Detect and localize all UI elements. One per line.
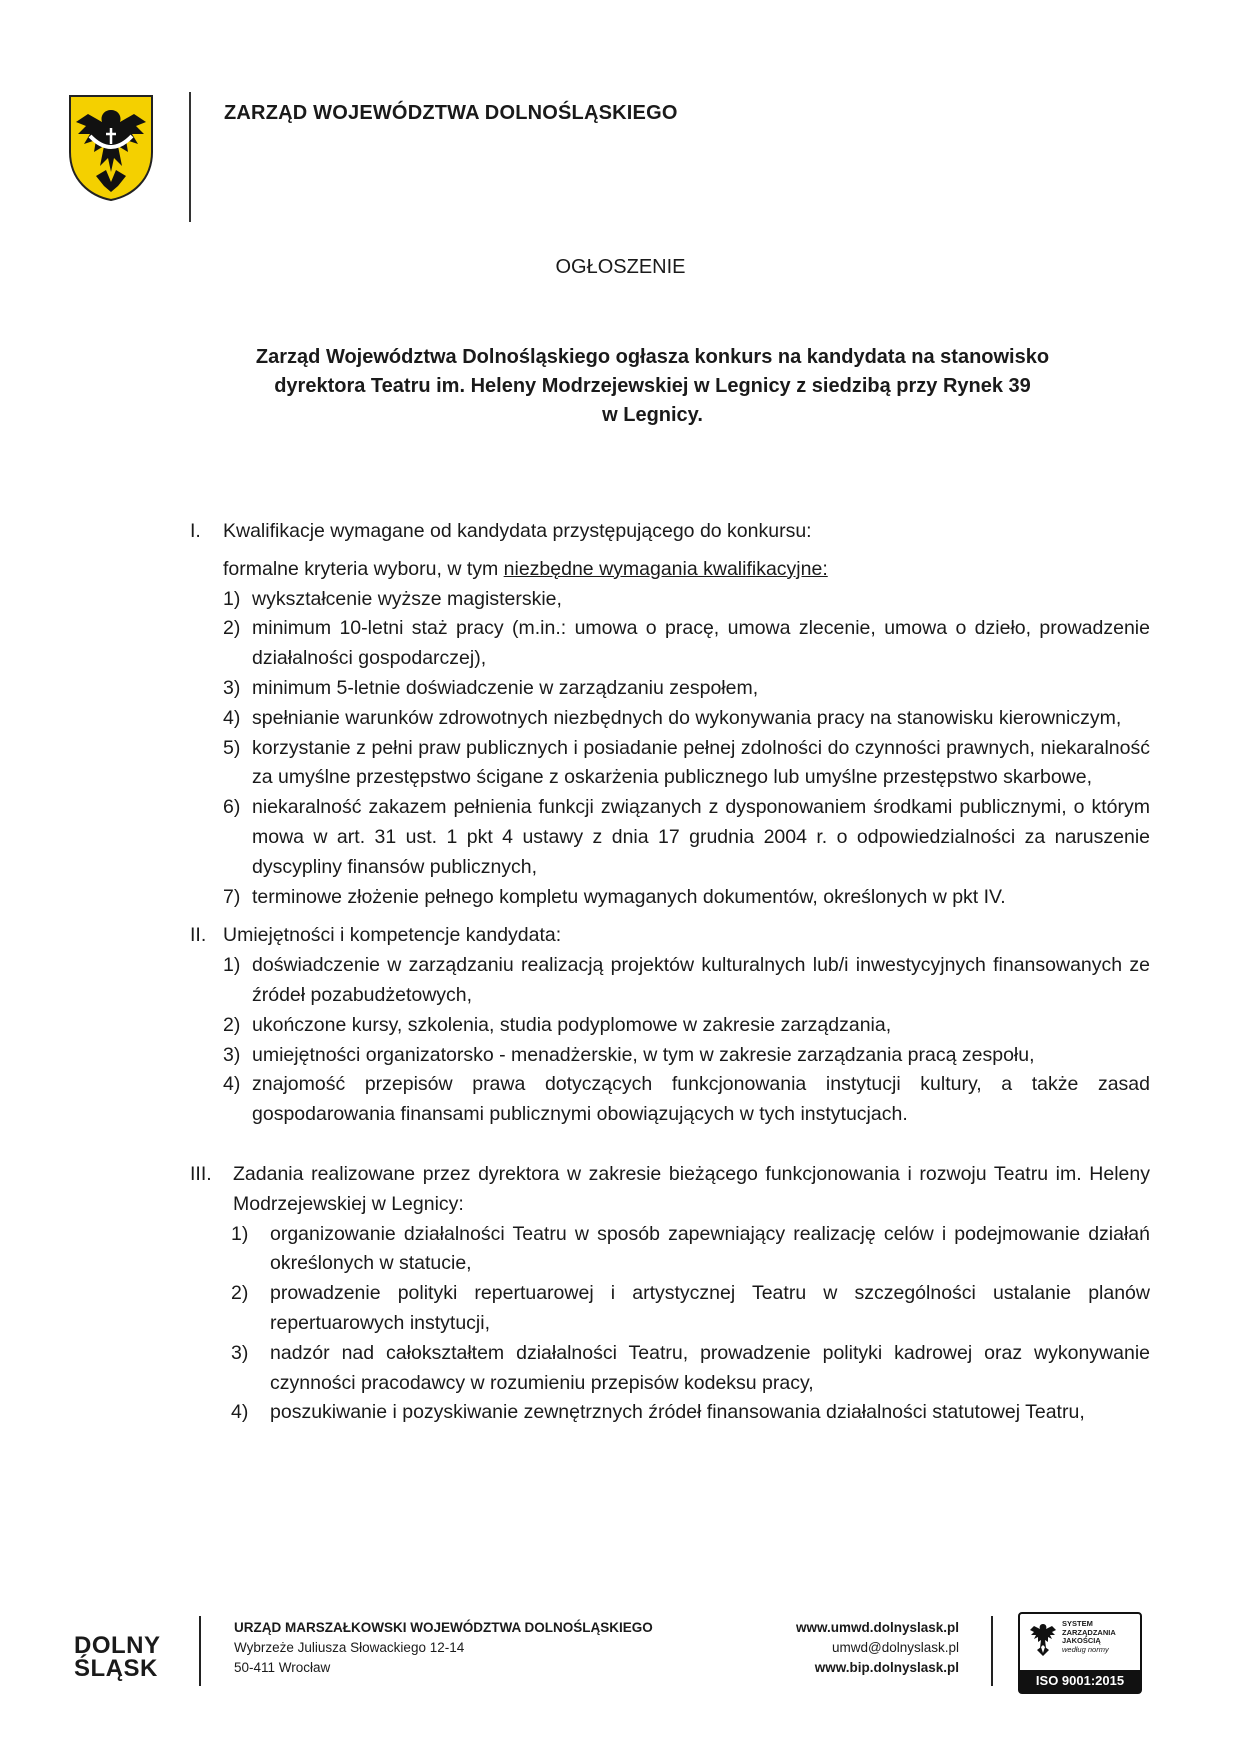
announcement-heading: OGŁOSZENIE [555,256,686,278]
list-item [231,1398,1150,1428]
subject-line: dyrektora Teatru im. Heleny Modrzejewskiej w Legnicy z siedzibą przy Rynek 39 [274,375,1031,397]
item-text: nadzór nad całokształtem działalności Teatru, prowadzenie polityki kadrowej oraz wykonywanie czynności pracodawcy w rozumieniu przepisów kodeksu pracy, [270,1341,1150,1394]
section-competences [190,921,1150,1130]
list-item [231,1339,1150,1399]
office-street: Wybrzeże Juliusza Słowackiego 12-14 [234,1640,465,1655]
item-text: prowadzenie polityki repertuarowej i artystycznej Teatru w szczególności ustalanie planów repertuarowych instytucji, [270,1282,1150,1334]
iso-label-line: ZARZĄDZANIA [1062,1627,1116,1637]
item-text: niekaralność zakazem pełnienia funkcji związanych z dysponowaniem środkami publicznymi, o którym mowa w art. 31 ust. 1 pkt 4 ustawy z dnia 17 grudnia 2004 r. o odpowiedzialności za naruszenie dyscypliny finansów publicznych, [252,796,1150,878]
list-item [223,614,1150,674]
item-number: 3) [223,676,241,699]
item-number: 1) [223,954,241,977]
item-number: 2) [223,617,241,640]
section-title: Kwalifikacje wymagane od kandydata przystępującego do konkursu: [223,520,812,542]
item-text: minimum 10-letni staż pracy (m.in.: umowa o pracę, umowa zlecenie, umowa o dzieło, prowadzenie działalności gospodarczej), [252,617,1150,670]
item-text: spełnianie warunków zdrowotnych niezbędnych do wykonywania pracy na stanowisku kierowniczym, [252,706,1122,729]
item-number: 4) [231,1401,249,1424]
section-title: Umiejętności i kompetencje kandydata: [223,924,562,947]
item-number: 7) [223,885,241,908]
iso-label-line: JAKOŚCIĄ [1062,1636,1101,1645]
item-text: minimum 5-letnie doświadczenie w zarządzaniu zespołem, [252,676,759,699]
item-number: 1) [231,1222,249,1245]
list-item [223,734,1150,794]
footer-divider [199,1616,201,1686]
coat-of-arms-icon [66,92,156,202]
subject-line: w Legnicy. [602,404,703,426]
item-text: ukończone kursy, szkolenia, studia podyplomowe w zakresie zarządzania, [252,1013,892,1036]
page-title: ZARZĄD WOJEWÓDZTWA DOLNOŚLĄSKIEGO [224,102,678,124]
iso-standard: ISO 9001:2015 [1020,1670,1140,1692]
item-text: znajomość przepisów prawa dotyczących funkcjonowania instytucji kultury, a także zasad gospodarowania finansami publicznymi obowiązujących w tych instytucjach. [252,1073,1150,1126]
item-number: 1) [223,587,241,610]
subject-line: Zarząd Województwa Dolnośląskiego ogłasza konkurs na kandydata na stanowisko [255,346,1050,368]
lead-underlined-text: niezbędne wymagania kwalifikacyjne: [503,557,828,580]
item-text: poszukiwanie i pozyskiwanie zewnętrznych źródeł finansowania działalności statutowej Teatru, [270,1401,1085,1424]
list-item [223,704,1150,734]
iso-label [1062,1620,1116,1654]
item-number: 4) [223,1073,241,1096]
lead-text: formalne kryteria wyboru, w tym [223,557,504,580]
website-link[interactable]: www.umwd.dolnyslask.pl [795,1620,959,1635]
competences-list [223,951,1150,1130]
iso-label-line: SYSTEM [1062,1619,1093,1628]
document-body [190,517,1150,1428]
item-number: 2) [223,1013,241,1036]
list-item [223,1011,1150,1041]
item-number: 4) [223,706,241,729]
list-item [223,674,1150,704]
section-lead [223,555,1150,585]
contact-links [796,1618,959,1678]
page-footer [0,1600,1241,1710]
list-item [231,1279,1150,1339]
item-number: 3) [223,1043,241,1066]
item-text: wykształcenie wyższe magisterskie, [252,587,562,610]
eagle-icon [1028,1620,1058,1658]
list-item [223,951,1150,1011]
section-number: II. [190,924,207,947]
section-title: Zadania realizowane przez dyrektora w zakresie bieżącego funkcjonowania i rozwoju Teatru im. Heleny Modrzejewskiej w Legnicy: [233,1162,1150,1215]
iso-label-line: według normy [1062,1644,1109,1654]
list-item [223,1041,1150,1071]
item-text: organizowanie działalności Teatru w sposób zapewniający realizację celów i podejmowanie działań określonych w statucie, [270,1222,1150,1275]
section-number: III. [190,1162,212,1185]
item-number: 5) [223,736,241,759]
item-number: 3) [231,1341,249,1364]
dolny-slask-logo [74,1634,161,1680]
footer-divider [991,1616,993,1686]
section-number: I. [190,520,201,542]
item-text: korzystanie z pełni praw publicznych i posiadanie pełnej zdolności do czynności prawnych, niekaralność za umyślne przestępstwo ścigane z oskarżenia publicznego lub umyślne przestępstwo skarbowe, [252,736,1150,789]
announcement-subject [200,343,1105,430]
tasks-list [223,1220,1150,1429]
office-city: 50-411 Wrocław [234,1660,331,1675]
email-link[interactable]: umwd@dolnyslask.pl [831,1640,959,1655]
item-text: terminowe złożenie pełnego kompletu wymaganych dokumentów, określonych w pkt IV. [252,885,1006,908]
section-tasks [190,1160,1150,1428]
item-number: 2) [231,1282,249,1305]
list-item [223,883,1150,913]
qualifications-list [223,585,1150,913]
office-name: URZĄD MARSZAŁKOWSKI WOJEWÓDZTWA DOLNOŚLĄSKIEGO [234,1620,653,1635]
bip-link[interactable]: www.bip.dolnyslask.pl [814,1660,959,1675]
item-number: 6) [223,796,241,819]
section-qualifications [190,517,1150,912]
logo-line: DOLNY [74,1632,161,1659]
logo-line: ŚLĄSK [74,1655,158,1682]
list-item [231,1220,1150,1280]
item-text: doświadczenie w zarządzaniu realizacją projektów kulturalnych lub/i inwestycyjnych finansowanych ze źródeł pozabudżetowych, [252,954,1150,1006]
header-divider [189,92,191,222]
list-item [223,793,1150,882]
list-item [223,1070,1150,1130]
office-address [234,1618,653,1678]
item-text: umiejętności organizatorsko - menadżerskie, w tym w zakresie zarządzania pracą zespołu, [252,1043,1035,1066]
list-item [223,585,1150,615]
iso-certificate-badge [1018,1612,1142,1694]
